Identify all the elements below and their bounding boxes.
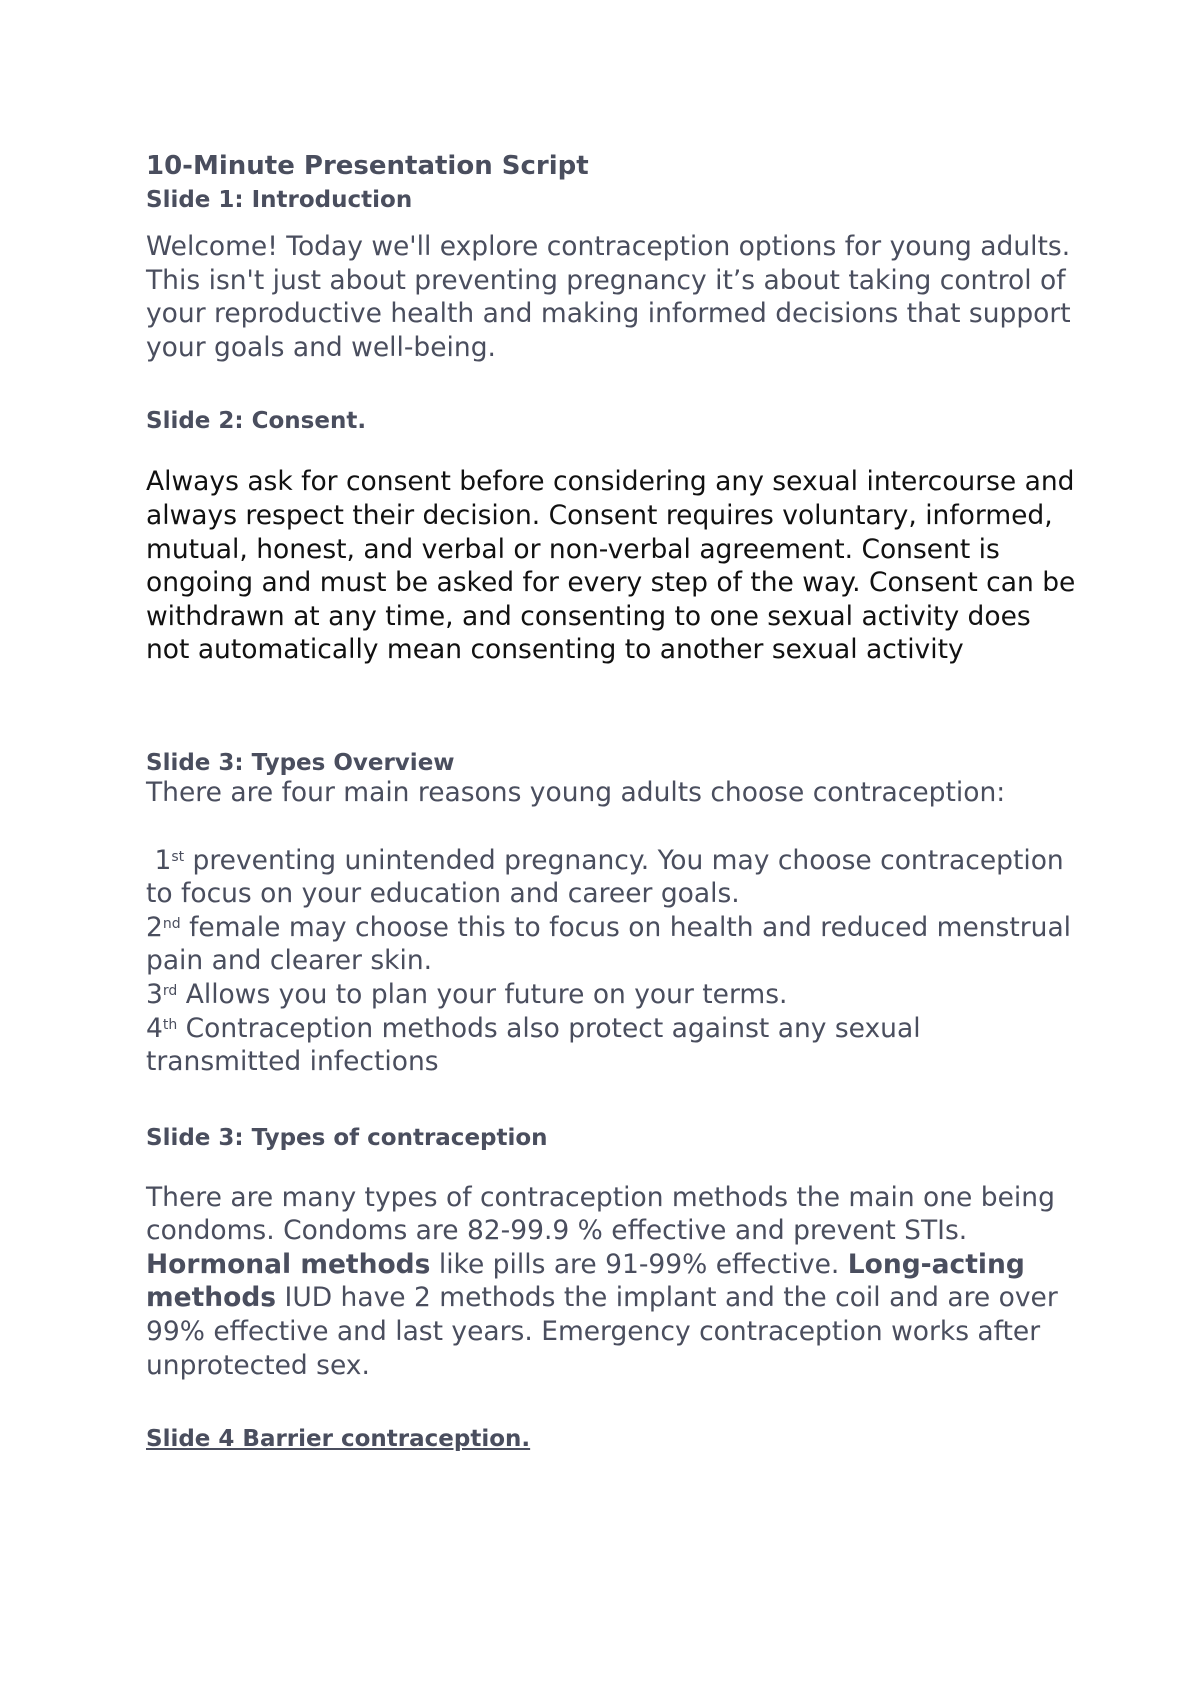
slide1-heading: Slide 1: Introduction xyxy=(146,187,413,213)
list-item: 1st preventing unintended pregnancy. You may choose contraception to focus on your education and career goals. xyxy=(146,844,1064,910)
list-item: 4th Contraception methods also protect against any sexual transmitted infections xyxy=(146,1012,921,1078)
slide2-text: Always ask for consent before considering any sexual intercourse and always respect their decision. Consent requires voluntary, informed, mutual, honest, and verbal or non-verbal agreement. Consent is ongoing and must be asked for every step of the way. Consent can be withdrawn at any time, and consenting to one sexual activity does not automatically mean consenting to another sexual activity xyxy=(146,466,1076,666)
slide1-text: Welcome! Today we'll explore contraception options for young adults. This isn't just about preventing pregnancy it’s about taking control of your reproductive health and making informed decisions that support your goals and well-being. xyxy=(146,231,1071,363)
document-body xyxy=(146,150,1076,1456)
document-title: 10-Minute Presentation Script xyxy=(146,151,589,181)
slide4-heading: Slide 4 Barrier contraception. xyxy=(146,1426,531,1453)
slide3b-heading: Slide 3: Types of contraception xyxy=(146,1124,548,1151)
reasons-list xyxy=(146,844,1076,1079)
slide2-heading: Slide 2: Consent. xyxy=(146,408,367,435)
list-item: 3rd Allows you to plan your future on your terms. xyxy=(146,978,788,1010)
slide3-intro: There are four main reasons young adults choose contraception: xyxy=(146,776,1006,808)
slide3-heading: Slide 3: Types Overview xyxy=(146,749,455,776)
slide3b-text: There are many types of contraception methods the main one being condoms. Condoms are 82-99.9 % effective and prevent STIs. Hormonal methods like pills are 91-99% effective. Long-acting methods IUD have 2 methods the implant and the coil and are over 99% effective and last years. Emergency contraception works after unprotected sex. xyxy=(146,1181,1058,1381)
list-item: 2nd female may choose this to focus on health and reduced menstrual pain and clearer skin. xyxy=(146,911,1072,977)
